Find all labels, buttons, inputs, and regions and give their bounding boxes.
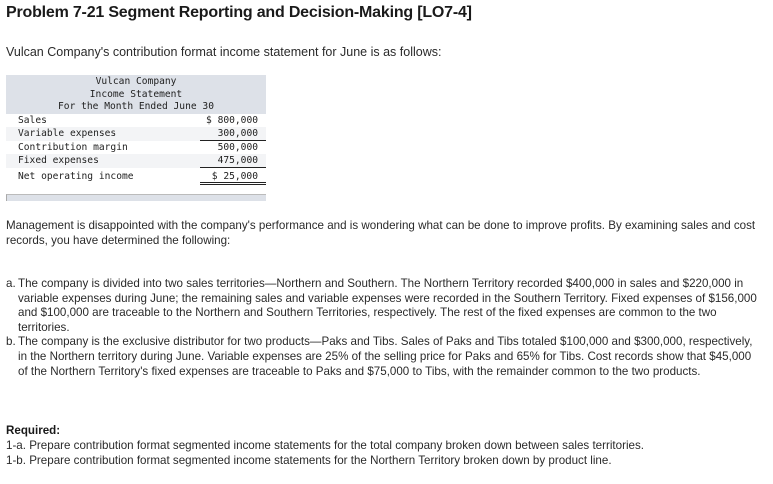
row-value: 300,000 [200, 127, 266, 141]
item-text: The company is the exclusive distributor for two products—Paks and Tibs. Sales of Paks and Tibs totaled $100,000 and $300,000, respectively, in the Northern territory during June. Variable expenses are 25% of the selling price for Paks and 65% for Tibs. Cost records show that $45,000 of the Northern Territory's fixed expenses are traceable to Paks and $75,000 to Tibs, with the remainder common to the two products. [18, 335, 753, 378]
row-contribution-margin [6, 141, 266, 155]
item-marker: b. [6, 335, 16, 349]
row-value: 475,000 [200, 154, 266, 168]
required-section [6, 423, 644, 468]
table-footer-bar [6, 194, 266, 201]
problem-title: Problem 7-21 Segment Reporting and Decision-Making [LO7-4] [6, 4, 472, 21]
row-label: Sales [18, 114, 47, 126]
row-fixed-expenses [6, 154, 266, 168]
statement-period: For the Month Ended June 30 [58, 101, 214, 112]
row-variable-expenses [6, 127, 266, 141]
row-label: Contribution margin [18, 141, 128, 153]
facts-list [6, 277, 764, 379]
row-label: Fixed expenses [18, 155, 99, 166]
intro-text: Vulcan Company's contribution format income statement for June is as follows: [6, 45, 442, 59]
required-item-1a: 1-a. Prepare contribution format segmented income statements for the total company broken down between sales territories. [6, 439, 644, 452]
row-label: Net operating income [18, 170, 134, 182]
item-marker: a. [6, 277, 16, 290]
company-name: Vulcan Company [95, 76, 177, 87]
statement-header [6, 75, 266, 114]
row-label: Variable expenses [18, 128, 117, 139]
row-value: $ 800,000 [206, 114, 258, 126]
item-text: The company is divided into two sales territories—Northern and Southern. The Northern Territory recorded $400,000 in sales and $220,000 in variable expenses during June; the remaining sales and variable expenses were recorded in the Southern Territory. Fixed expenses of $156,000 and $100,000 are traceable to the Northern and Southern Territories, respectively. The rest of the fixed expenses are common to the two territories. [18, 277, 757, 334]
management-paragraph: Management is disappointed with the company's performance and is wondering what can be done to improve profits. By examining sales and cost records, you have determined the following: [6, 219, 756, 247]
statement-name: Income Statement [89, 88, 183, 100]
required-heading: Required: [6, 424, 61, 437]
row-value: 500,000 [217, 141, 258, 153]
income-statement-table [6, 75, 266, 201]
row-value: $ 25,000 [200, 168, 266, 185]
row-sales [6, 114, 266, 128]
row-net-operating-income [6, 168, 266, 185]
list-item [6, 335, 764, 379]
required-item-1b: 1-b. Prepare contribution format segmented income statements for the Northern Territory broken down by product line. [6, 454, 612, 467]
list-item [6, 277, 764, 335]
